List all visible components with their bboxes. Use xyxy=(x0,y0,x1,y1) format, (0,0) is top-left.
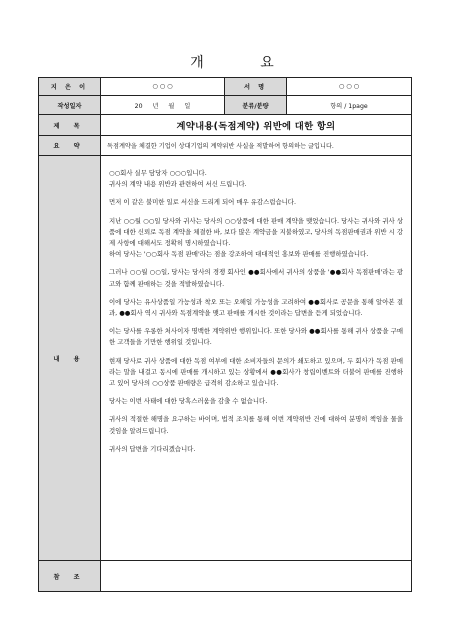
date-value: 20 년 월 일 xyxy=(101,96,225,115)
summary-label: 요 약 xyxy=(39,136,101,156)
date-row xyxy=(39,96,412,115)
reference-row xyxy=(39,561,412,592)
content-paragraph: 이는 당사를 우롱한 처사이자 명백한 계약위반 행위입니다. 또한 당사와 ●●회사를 통해 귀사 상품을 구매한 고객들을 기만한 행위일 것입니다. xyxy=(109,327,403,347)
date-label: 작성일자 xyxy=(39,96,101,115)
summary-value: 독점계약을 체결한 기업이 상대기업의 계약위반 사실을 적발하여 항의하는 글입니다. xyxy=(101,136,412,156)
content-paragraph: 이에 당사는 유사상품일 가능성과 착오 또는 오해일 가능성을 고려하여 ●●회사로 공문을 통해 알아본 결과, ●●회사 역시 귀사와 독점계약을 맺고 판매를 개시한 것이라는 답변을 듣게 되었습니다. xyxy=(109,297,403,318)
content-body xyxy=(101,156,412,561)
summary-form-table xyxy=(38,77,412,592)
content-paragraph: 귀사의 답변을 기다리겠습니다. xyxy=(109,444,196,453)
content-paragraph: 귀사의 적절한 해명을 요구하는 바이며, 법적 조치를 통해 이번 계약위반 건에 대하여 분명히 책임을 물을 것임을 알려드립니다. xyxy=(109,415,403,435)
author-value: ○ ○ ○ xyxy=(101,78,225,96)
content-paragraph: 지난 ○○월 ○○일 당사와 귀사는 당사의 ○○상품에 대한 판매 계약을 맺었습니다. 당사는 귀사와 귀사 상품에 대한 신뢰로 독점 계약을 체결한 바, 보다 많은 계약금을 지불하였고, 당사의 독점판매권과 위반 시 강제 사항에 대해서도 정확히 명시하였습니다. 하여 당사는 '○○회사 독점 판매'라는 점을 강조하여 대대적인 홍보와 판매를 진행하였습니다. xyxy=(109,216,403,259)
content-label: 내 용 xyxy=(39,156,101,561)
category-value: 항의 / 1page xyxy=(287,96,412,115)
subject-row xyxy=(39,115,412,136)
summary-row xyxy=(39,136,412,156)
content-paragraph: 현재 당사로 귀사 상품에 대한 독점 여부에 대한 소비자들의 문의가 쇄도하고 있으며, 두 회사가 독점 판매라는 말을 내걸고 동시에 판매를 개시하고 있는 상황에서 ●●회사가 창립이벤트와 더불어 판매를 진행하고 있어 당사의 ○○상품 판매량은 급격히 감소하고 있습니다. xyxy=(109,356,403,388)
reference-label: 참 조 xyxy=(39,561,101,592)
signature-value: ○ ○ ○ xyxy=(287,78,412,96)
subject-value: 계약내용(독점계약) 위반에 대한 항의 xyxy=(101,115,412,136)
content-paragraph: ○○회사 실무 담당자 ○○○입니다. 귀사의 계약 내용 위반과 관련하여 서신 드립니다. xyxy=(109,169,247,189)
content-paragraph: 먼저 이 같은 불미한 일로 서신을 드리게 되어 매우 유감스럽습니다. xyxy=(109,198,296,207)
signature-label: 서 명 xyxy=(225,78,287,96)
category-label: 분류/분량 xyxy=(225,96,287,115)
content-paragraph: 당사는 이번 사태에 대한 당혹스러움을 감출 수 없습니다. xyxy=(109,397,268,406)
author-label: 지 은 이 xyxy=(39,78,101,96)
content-row xyxy=(39,156,412,561)
author-row xyxy=(39,78,412,96)
reference-value xyxy=(101,561,412,592)
content-paragraph: 그러나 ○○월 ○○일, 당사는 당사의 경쟁 회사인 ●●회사에서 귀사의 상품을 '●●회사 독점판매'라는 광고와 함께 판매하는 것을 적발하였습니다. xyxy=(109,268,403,288)
subject-label: 제 목 xyxy=(39,115,101,136)
document-title: 개 요 xyxy=(190,55,300,71)
